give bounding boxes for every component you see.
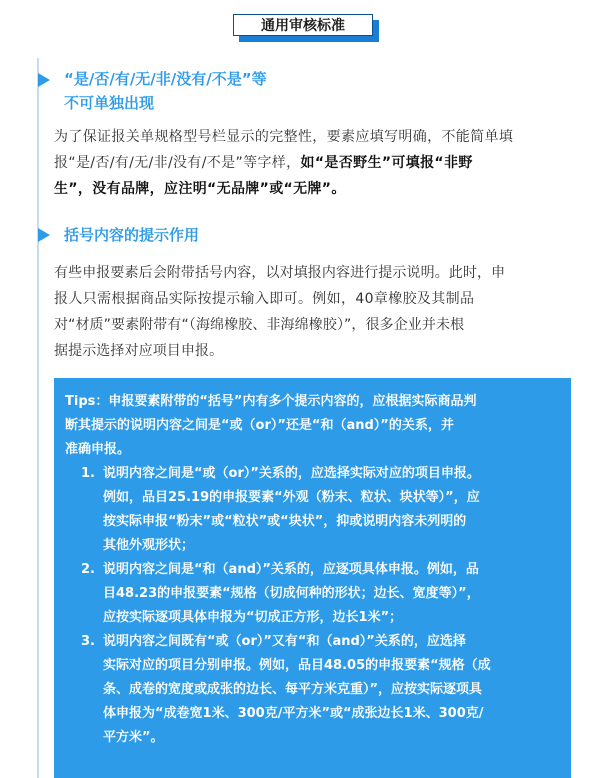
triangle-bullet-icon [38,228,50,242]
tips-intro-line: 准确申报。 [65,442,131,457]
paragraph-line [54,150,574,176]
tip-line: 应按实际逐项具体申报为“切成正方形，边长1米”； [103,610,403,625]
paragraph-line [54,176,574,202]
triangle-bullet-icon [38,73,50,87]
paragraph-text: 报“是/否/有/无/非/没有/不是”等字样， [54,155,301,171]
section-1-title-line-2: 不可单独出现 [64,94,155,112]
tip-line: 例如，品目25.19的申报要素“外观（粉末、粒状、块状等）”，应 [103,490,480,505]
tips-intro-line: 断其提示的说明内容之间是“或（or）”还是“和（and）”的关系，并 [65,418,454,433]
tip-line: 目48.23的申报要素“规格（切成何种的形状；边长、宽度等）”， [103,586,480,601]
tip-item-3 [81,630,553,750]
tips-intro-line: Tips：申报要素附带的“括号”内有多个提示内容的，应根据实际商品判 [65,394,477,409]
section-2-title: 括号内容的提示作用 [64,226,200,244]
page-title: 通用审核标准 [233,14,373,36]
paragraph-line: 据提示选择对应项目申报。 [54,343,224,359]
tip-line: 体申报为“成卷宽1米、300克/平方米”或“成张边长1米、300克/ [103,706,484,721]
tip-line: 说明内容之间是“和（and）”关系的，应逐项具体申报。例如，品 [103,562,479,577]
paragraph-line: 报人只需根据商品实际按提示输入即可。例如，40章橡胶及其制品 [54,291,475,307]
paragraph-line: 有些申报要素后会附带括号内容，以对填报内容进行提示说明。此时，申 [54,265,506,281]
tips-box [54,378,571,778]
tip-line: 其他外观形状； [103,538,195,553]
left-rail-line [37,58,39,778]
tip-number: 3. [81,634,95,649]
tip-text [103,630,553,750]
section-2-paragraph [54,260,574,364]
tip-number: 2. [81,562,95,577]
tip-line: 实际对应的项目分别申报。例如，品目48.05的申报要素“规格（成 [103,658,491,673]
section-1-paragraph [54,124,574,202]
tip-item-2 [81,558,553,630]
paragraph-line: 对“材质”要素附带有“（海绵橡胶、非海绵橡胶）”，很多企业并未根 [54,317,465,333]
paragraph-bold-text: 生”，没有品牌，应注明“无品牌”或“无牌”。 [54,181,346,197]
tip-number: 1. [81,466,95,481]
section-1-title-line-1: “是/否/有/无/非/没有/不是”等 [64,70,267,88]
page-title-badge [233,14,379,42]
tip-item-1 [81,462,553,558]
paragraph-bold-text: 如“是否野生”可填报“非野 [300,155,473,171]
tip-line: 说明内容之间是“或（or）”关系的，应选择实际对应的项目申报。 [103,466,480,481]
tip-line: 平方米”。 [103,730,164,745]
tip-line: 说明内容之间既有“或（or）”又有“和（and）”关系的，应选择 [103,634,466,649]
tip-line: 按实际申报“粉末”或“粒状”或“块状”，抑或说明内容未列明的 [103,514,467,529]
paragraph-line: 为了保证报关单规格型号栏显示的完整性，要素应填写明确，不能简单填 [54,129,514,145]
tips-intro [65,390,553,462]
tip-text [103,462,553,558]
tip-line: 条、成卷的宽度或成张的边长、每平方米克重）”，应按实际逐项具 [103,682,483,697]
tip-text [103,558,553,630]
tips-list [65,462,553,750]
